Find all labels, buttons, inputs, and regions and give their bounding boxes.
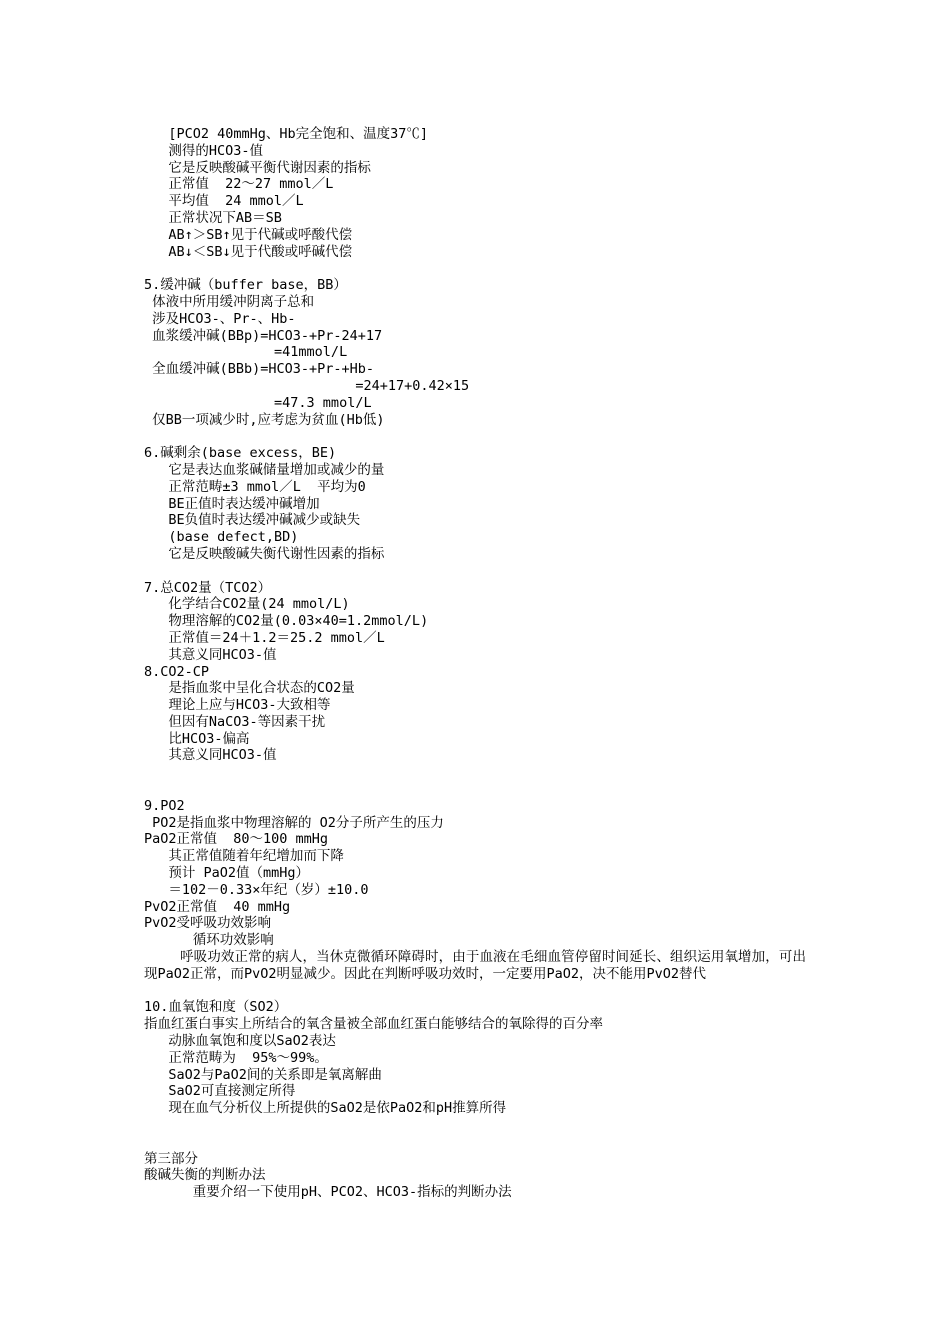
text-line: 物理溶解的CO2量(0.03×40=1.2mmol/L) — [144, 613, 429, 630]
text-line: PaO2正常值 80～100 mmHg — [144, 831, 329, 848]
text-line: 血浆缓冲碱(BBp)=HCO3-+Pr-24+17 — [144, 327, 383, 344]
text-line: AB↑＞SB↑见于代碱或呼酸代偿 — [144, 226, 353, 243]
section-heading: 5.缓冲碱（buffer base，BB） — [144, 277, 347, 294]
text-line: =41mmol/L — [144, 344, 348, 361]
text-line: 涉及HCO3-、Pr-、Hb- — [144, 310, 296, 327]
text-line: 其正常值随着年纪增加而下降 — [144, 848, 344, 865]
section-part-three — [144, 1151, 814, 1201]
section-base-excess — [144, 445, 814, 563]
text-line: 它是反映酸碱失衡代谢性因素的指标 — [144, 545, 385, 562]
text-line: 但因有NaCO3-等因素干扰 — [144, 713, 326, 730]
section-buffer-base — [144, 277, 814, 428]
text-line: 其意义同HCO3-值 — [144, 747, 277, 764]
text-line: 正常范畴±3 mmol／L 平均为0 — [144, 478, 366, 495]
section-po2 — [144, 798, 814, 983]
section-heading: 9.PO2 — [144, 797, 185, 814]
text-line: 平均值 24 mmol／L — [144, 193, 304, 210]
text-line: [PCO2 40mmHg、Hb完全饱和、温度37℃] — [144, 126, 429, 142]
section-heading: 7.总CO2量（TCO2） — [144, 579, 272, 596]
text-line: 正常值 22～27 mmol／L — [144, 176, 334, 193]
text-line: 它是反映酸碱平衡代谢因素的指标 — [144, 159, 371, 176]
text-line: AB↓＜SB↓见于代酸或呼碱代偿 — [144, 243, 353, 260]
text-line: 比HCO3-偏高 — [144, 730, 250, 747]
section-heading: 6.碱剩余(base excess，BE) — [144, 445, 337, 462]
text-line: 现在血气分析仪上所提供的SaO2是依PaO2和pH推算所得 — [144, 1100, 507, 1117]
text-line: 其意义同HCO3-值 — [144, 646, 277, 663]
text-line: 测得的HCO3-值 — [144, 142, 264, 159]
body-paragraph: 呼吸功效正常的病人，当休克微循环障碍时，由于血液在毛细血管停留时间延长、组织运用氧增加，可出现PaO2正常，而PvO2明显减少。因此在判断呼吸功效时，一定要用PaO2，决不能用PvO2替代 — [144, 949, 806, 982]
document-body — [144, 126, 814, 1201]
text-line: (base defect,BD) — [144, 529, 299, 546]
text-line: 正常状况下AB＝SB — [144, 209, 282, 226]
text-line: SaO2与PaO2间的关系即是氧离解曲 — [144, 1066, 382, 1083]
text-line: 正常范畴为 95%～99%。 — [144, 1049, 328, 1066]
section-total-co2 — [144, 580, 814, 765]
text-line: 全血缓冲碱(BBb)=HCO3-+Pr-+Hb- — [144, 361, 375, 378]
part-subheading: 酸碱失衡的判断办法 — [144, 1167, 266, 1184]
text-line: PO2是指血浆中物理溶解的 O2分子所产生的压力 — [144, 814, 444, 831]
text-line: 动脉血氧饱和度以SaO2表达 — [144, 1033, 336, 1050]
text-line: 循环功效影响 — [144, 932, 274, 949]
text-line: 指血红蛋白事实上所结合的氧含量被全部血红蛋白能够结合的氧除得的百分率 — [144, 1016, 603, 1033]
text-line: 化学结合CO2量(24 mmol/L) — [144, 596, 350, 613]
section-heading: 8.CO2-CP — [144, 663, 210, 680]
section-standard-bicarbonate — [144, 126, 814, 260]
text-line: PvO2正常值 40 mmHg — [144, 898, 291, 915]
section-oxygen-saturation — [144, 999, 814, 1117]
text-line: 仅BB一项减少时,应考虑为贫血(Hb低) — [144, 411, 385, 428]
text-line: 重要介绍一下使用pH、PCO2、HCO3-指标的判断办法 — [144, 1184, 512, 1201]
text-line: BE正值时表达缓冲碱增加 — [144, 495, 320, 512]
text-line: =24+17+0.42×15 — [144, 377, 470, 394]
text-line: =47.3 mmol/L — [144, 394, 372, 411]
text-line: 体液中所用缓冲阴离子总和 — [144, 293, 315, 310]
text-line: BE负值时表达缓冲碱减少或缺失 — [144, 512, 361, 529]
part-heading: 第三部分 — [144, 1150, 198, 1167]
text-line: 正常值＝24＋1.2＝25.2 mmol／L — [144, 629, 385, 646]
text-line: SaO2可直接测定所得 — [144, 1083, 296, 1100]
text-line: 它是表达血浆碱储量增加或减少的量 — [144, 461, 385, 478]
text-line: PvO2受呼吸功效影响 — [144, 915, 272, 932]
text-line: 理论上应与HCO3-大致相等 — [144, 697, 331, 714]
text-line: ＝102－0.33×年纪（岁）±10.0 — [144, 881, 369, 898]
section-heading: 10.血氧饱和度（SO2） — [144, 999, 288, 1016]
text-line: 是指血浆中呈化合状态的CO2量 — [144, 680, 355, 697]
text-line: 预计 PaO2值（mmHg） — [144, 865, 310, 882]
